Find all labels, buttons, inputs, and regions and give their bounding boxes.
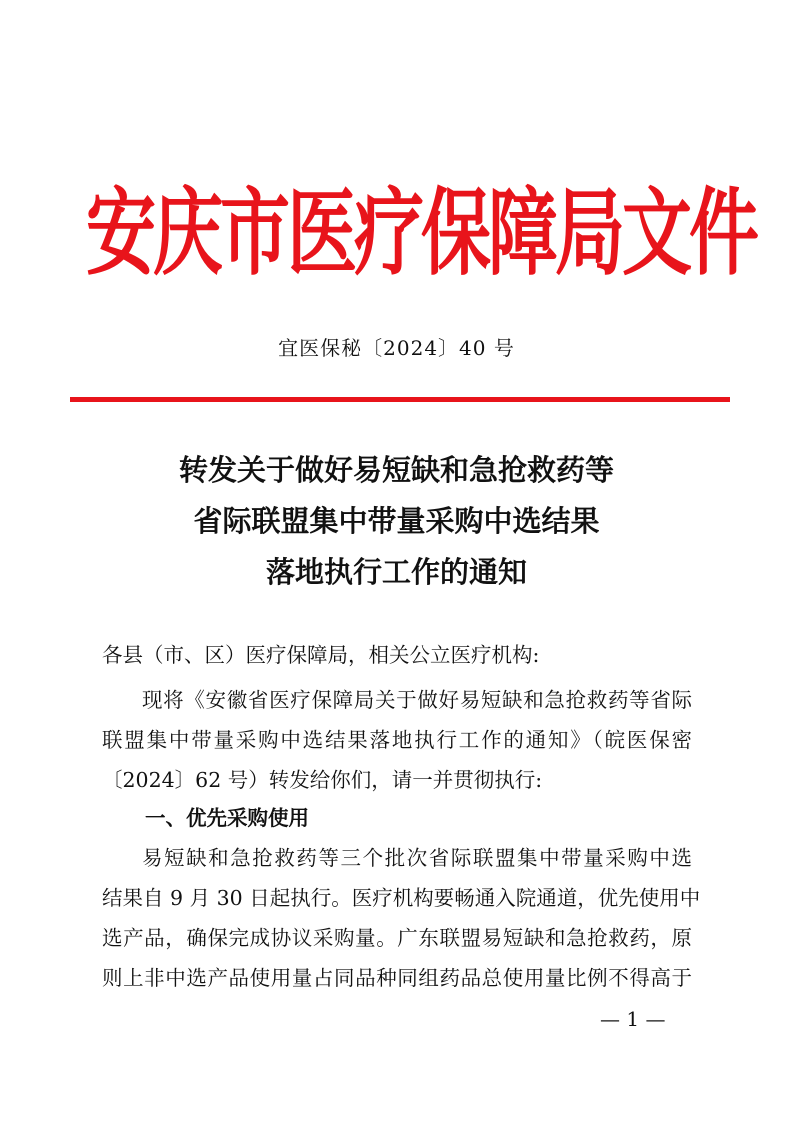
notice-title-line-2: 省际联盟集中带量采购中选结果 — [193, 504, 600, 538]
red-separator-line — [70, 397, 730, 402]
paragraph-2-line-1: 易短缺和急抢救药等三个批次省际联盟集中带量采购中选 — [142, 846, 692, 870]
page-number: — 1 — — [600, 1007, 666, 1031]
notice-title-line-1: 转发关于做好易短缺和急抢救药等 — [178, 453, 614, 487]
document-number: 宜医保秘〔2024〕40 号 — [278, 336, 515, 360]
notice-title — [0, 445, 793, 598]
salutation: 各县（市、区）医疗保障局，相关公立医疗机构: — [102, 643, 540, 667]
section-1-heading: 一、优先采购使用 — [145, 806, 309, 830]
paragraph-1-line-3: 〔2024〕62 号）转发给你们，请一并贯彻执行: — [102, 768, 543, 792]
paragraph-1-line-2: 联盟集中带量采购中选结果落地执行工作的通知》（皖医保密 — [102, 728, 692, 752]
paragraph-2-line-3: 选产品，确保完成协议采购量。广东联盟易短缺和急抢救药，原 — [102, 926, 692, 950]
notice-title-line-3: 落地执行工作的通知 — [265, 555, 527, 589]
agency-header-title: 安庆市医疗保障局文件 — [86, 176, 756, 289]
paragraph-2-line-4: 则上非中选产品使用量占同品种同组药品总使用量比例不得高于 — [102, 966, 692, 990]
paragraph-1-line-1: 现将《安徽省医疗保障局关于做好易短缺和急抢救药等省际 — [142, 688, 692, 712]
paragraph-2-line-2: 结果自 9 月 30 日起执行。医疗机构要畅通入院通道，优先使用中 — [102, 886, 701, 910]
